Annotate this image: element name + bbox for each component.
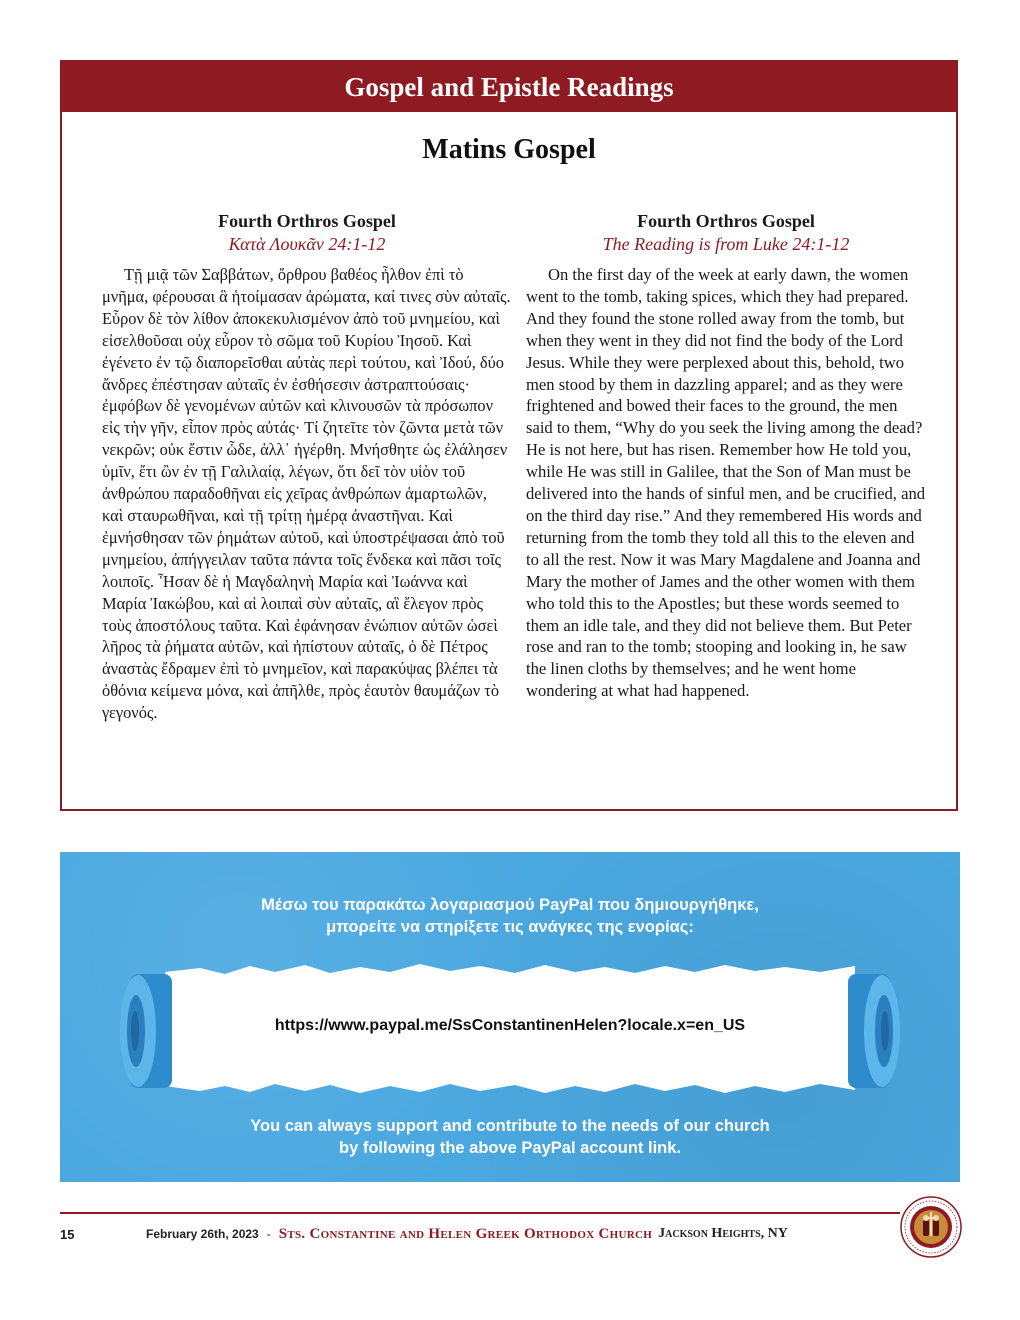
greek-text: Τῇ μιᾷ τῶν Σαββάτων, ὄρθρου βαθέος ἦλθον ἐπὶ τὸ μνῆμα, φέρουσαι ἃ ἡτοίμασαν ἀρώματα, καί τινες σὺν αὐταῖς. Εὗρον δὲ τὸν λίθον ἀποκεκυλισμένον ἀπὸ τοῦ μνημείου, καὶ εἰσελθοῦσαι οὐχ εὗρον τὸ σῶμα τοῦ Κυρίου Ἰησοῦ. Καὶ ἐγένετο ἐν τῷ διαπορεῖσθαι αὐτὰς περὶ τούτου, καὶ Ἰδού, δύο ἄνδρες ἐπέστησαν αὐταῖς ἐν ἐσθήσεσιν ἀστραπτούσαις· ἐμφόβων δὲ γενομένων αὐτῶν καὶ κλινουσῶν τὰ πρόσωπον εἰς τὴν γῆν, εἶπον πρὸς αὐτάς· Τί ζητεῖτε τὸν ζῶντα μετὰ τῶν νεκρῶν; οὐκ ἔστιν ὧδε, ἀλλ᾽ ἠγέρθη. Μνήσθητε ὡς ἐλάλησεν ὑμῖν, ἔτι ὢν ἐν τῇ Γαλιλαίᾳ, λέγων, ὅτι δεῖ τὸν υἱὸν τοῦ ἀνθρώπου παραδοθῆναι εἰς χεῖρας ἀνθρώπων ἁμαρτωλῶν, καὶ σταυρωθῆναι, καὶ τῇ τρίτῃ ἡμέρᾳ ἀναστῆναι. Καὶ ἐμνήσθησαν τῶν ῥημάτων αὐτοῦ, καὶ ὑποστρέψασαι ἀπὸ τοῦ μνημείου, ἀπήγγειλαν ταῦτα πάντα τοῖς ἕνδεκα καὶ πᾶσι τοῖς λοιποῖς. Ἦσαν δὲ ἡ Μαγδαληνὴ Μαρία καὶ Ἰωάννα καὶ Μαρία Ἰακώβου, καὶ αἱ λοιπαὶ σὺν αὐταῖς, αἳ ἔλεγον πρὸς τοὺς ἀποστόλους ταῦτα. Καὶ ἐφάνησαν ἐνώπιον αὐτῶν ὡσεὶ λῆρος τὰ ῥήματα αὐτῶν, καὶ ἠπίστουν αὐταῖς, ὁ δὲ Πέτρος ἀναστὰς ἔδραμεν ἐπὶ τὸ μνημεῖον, καὶ παρακύψας βλέπει τὰ ὀθόνια κείμενα μόνα, καὶ ἀπῆλθε, πρὸς ἑαυτὸν θαυμάζων τὸ γεγονός. bbox=[102, 265, 511, 723]
footer-location: Jackson Heights, NY bbox=[658, 1226, 788, 1241]
footer-separator: - bbox=[266, 1227, 271, 1241]
english-heading: Fourth Orthros Gospel bbox=[637, 211, 815, 231]
page-number: 15 bbox=[60, 1226, 75, 1242]
english-text: On the first day of the week at early dawn, the women went to the tomb, taking spices, which they had prepared. And they found the stone rolled away from the tomb, but when they went in they did not find the body of the Lord Jesus. While they were perplexed about this, behold, two men stood by them in dazzling apparel; and as they were frightened and bowed their faces to the ground, the men said to them, “Why do you seek the living among the dead? He is not here, but has risen. Remember how He told you, while He was still in Galilee, that the Son of Man must be delivered into the hands of sinful men, and be crucified, and on the third day rise.” And they remembered His words and returning from the tomb they told all this to the eleven and to all the rest. Now it was Mary Magdalene and Joanna and Mary the mother of James and the other women with them who told this to the Apostles; but these words seemed to them an idle tale, and they did not believe them. But Peter rose and ran to the tomb; stooping and looking in, he saw the linen cloths by themselves; and he went home wondering at what had happened. bbox=[526, 265, 926, 701]
readings-box bbox=[60, 60, 958, 811]
section-title: Matins Gospel bbox=[422, 134, 596, 165]
footer-church-name: Sts. Constantine and Helen Greek Orthodox Church bbox=[278, 1225, 653, 1242]
banner-english-text bbox=[60, 1115, 960, 1159]
english-reference: The Reading is from Luke 24:1-12 bbox=[602, 234, 850, 254]
footer-date: February 26th, 2023 bbox=[146, 1227, 259, 1241]
banner-english-line-1: You can always support and contribute to the needs of our church bbox=[250, 1117, 770, 1135]
english-column bbox=[526, 210, 926, 702]
greek-reference: Κατὰ Λουκᾶν 24:1-12 bbox=[228, 234, 386, 254]
footer bbox=[60, 1222, 900, 1246]
paypal-link[interactable]: https://www.paypal.me/SsConstantinenHelen?locale.x=en_US bbox=[274, 1017, 746, 1034]
paypal-banner bbox=[60, 852, 960, 1182]
banner-greek-line-1: Μέσω του παρακάτω λογαριασμού PayPal που δημιουργήθηκε, bbox=[261, 896, 759, 914]
banner-english-line-2: by following the above PayPal account link. bbox=[339, 1139, 681, 1157]
banner-greek-line-2: μπορείτε να στηρίξετε τις ανάγκες της ενορίας: bbox=[326, 918, 694, 936]
readings-header: Gospel and Epistle Readings bbox=[62, 62, 956, 112]
church-seal-icon bbox=[900, 1196, 962, 1258]
greek-heading: Fourth Orthros Gospel bbox=[218, 211, 396, 231]
footer-rule bbox=[60, 1212, 900, 1214]
banner-greek-text bbox=[60, 894, 960, 938]
greek-column bbox=[102, 210, 512, 724]
